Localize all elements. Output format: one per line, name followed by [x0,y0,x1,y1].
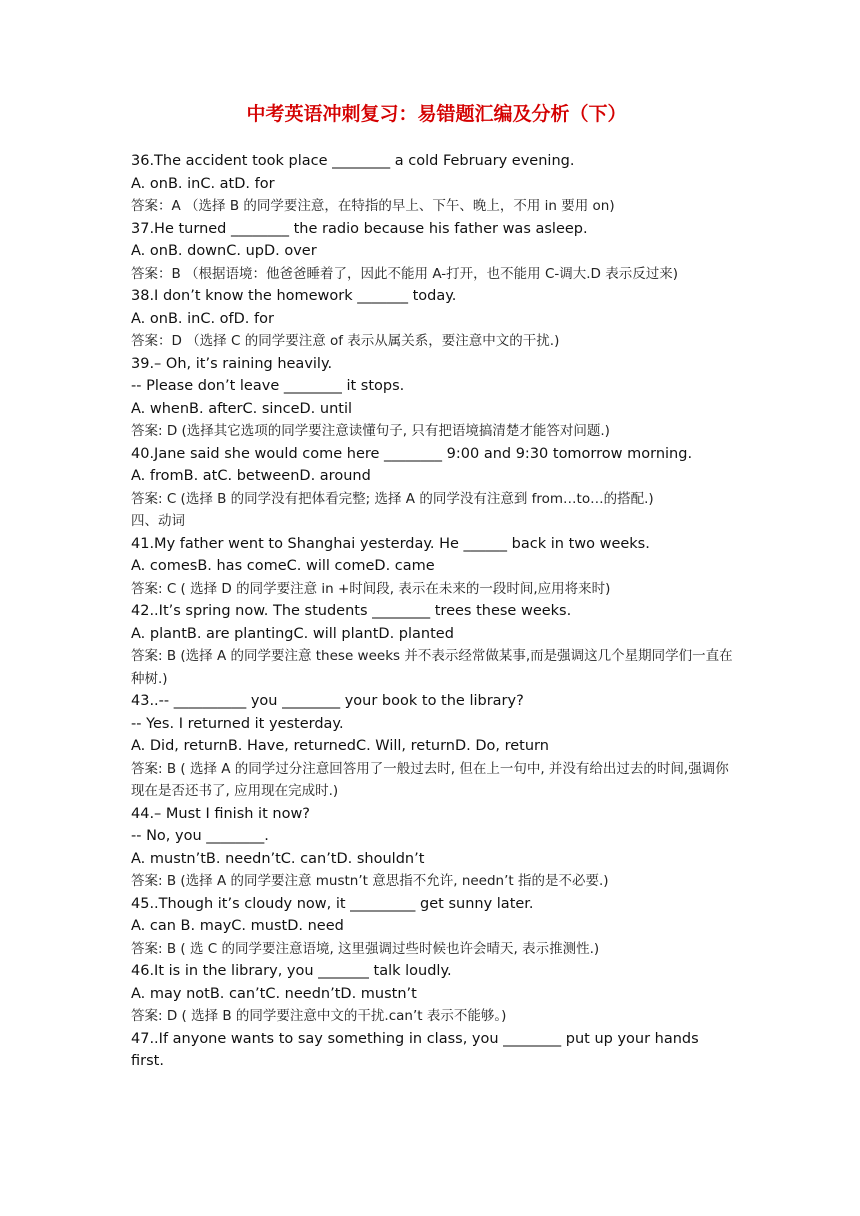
section-heading: 四、动词 [131,513,185,529]
question-line: A. plantB. are plantingC. will plantD. planted [131,625,454,642]
question-line: A. mustn’tB. needn’tC. can’tD. shouldn’t [131,850,425,867]
question-line: 47..If anyone wants to say something in class, you ________ put up your hands first. [131,1030,699,1069]
question-line: A. comesB. has comeC. will comeD. came [131,558,435,574]
answer-line: 答案: B ( 选择 A 的同学过分注意回答用了一般过去时, 但在上一句中, 并没有给出过去的时间,强调你现在是否还书了, 应用现在完成时.) [131,760,729,799]
answer-line: 答案：B （根据语境：他爸爸睡着了，因此不能用 A-打开，也不能用 C-调大.D 表示反过来) [131,265,678,282]
question-line: 44.– Must I finish it now? [131,805,310,822]
question-line: 39.– Oh, it’s raining heavily. [131,355,333,372]
question-line: 41.My father went to Shanghai yesterday. He ______ back in two weeks. [131,535,650,552]
document-body [131,150,740,1073]
question-line: 38.I don’t know the homework _______ today. [131,288,457,304]
question-line: 37.He turned ________ the radio because his father was asleep. [131,220,588,237]
answer-line: 答案：D （选择 C 的同学要注意 of 表示从属关系，要注意中文的干扰.) [131,333,560,349]
question-line: A. onB. inC. ofD. for [131,310,274,327]
question-line: A. onB. downC. upD. over [131,243,317,259]
question-line: 36.The accident took place ________ a cold February evening. [131,153,575,169]
answer-line: 答案: B (选择 A 的同学要注意 mustn’t 意思指不允许, needn’t 指的是不必要.) [131,873,609,889]
answer-line: 答案: C (选择 B 的同学没有把体看完整; 选择 A 的同学没有注意到 from…to…的搭配.) [131,490,654,507]
answer-line: 答案：A （选择 B 的同学要注意，在特指的早上、下午、晚上，不用 in 要用 on) [131,198,615,214]
question-line: A. onB. inC. atD. for [131,175,275,192]
question-line: 40.Jane said she would come here ________ 9:00 and 9:30 tomorrow morning. [131,445,693,462]
question-line: 42..It’s spring now. The students ________ trees these weeks. [131,603,572,619]
answer-line: 答案: B ( 选 C 的同学要注意语境, 这里强调过些时候也许会晴天, 表示推测性.) [131,940,600,957]
question-line: 46.It is in the library, you _______ talk loudly. [131,963,452,979]
answer-line: 答案: D (选择其它选项的同学要注意读懂句子, 只有把语境搞清楚才能答对问题.) [131,423,610,439]
question-line: A. whenB. afterC. sinceD. until [131,400,353,417]
question-line: -- No, you ________. [131,828,269,844]
question-line: A. may notB. can’tC. needn’tD. mustn’t [131,985,417,1002]
question-line: A. Did, returnB. Have, returnedC. Will, returnD. Do, return [131,738,549,754]
question-line: A. fromB. atC. betweenD. around [131,468,371,484]
question-line: -- Yes. I returned it yesterday. [131,715,344,732]
question-line: 43..-- __________ you ________ your book to the library? [131,693,524,709]
question-line: A. can B. mayC. mustD. need [131,918,344,934]
document-title: 中考英语冲刺复习：易错题汇编及分析（下） [246,103,627,125]
answer-line: 答案: C ( 选择 D 的同学要注意 in +时间段, 表示在未来的一段时间,应用将来时) [131,580,611,597]
answer-line: 答案: D ( 选择 B 的同学要注意中文的干扰.can’t 表示不能够。) [131,1008,507,1024]
question-line: 45..Though it’s cloudy now, it _________ get sunny later. [131,895,534,912]
question-line: -- Please don’t leave ________ it stops. [131,378,405,394]
answer-line: 答案: B (选择 A 的同学要注意 these weeks 并不表示经常做某事,而是强调这几个星期同学们一直在种树.) [131,648,733,687]
